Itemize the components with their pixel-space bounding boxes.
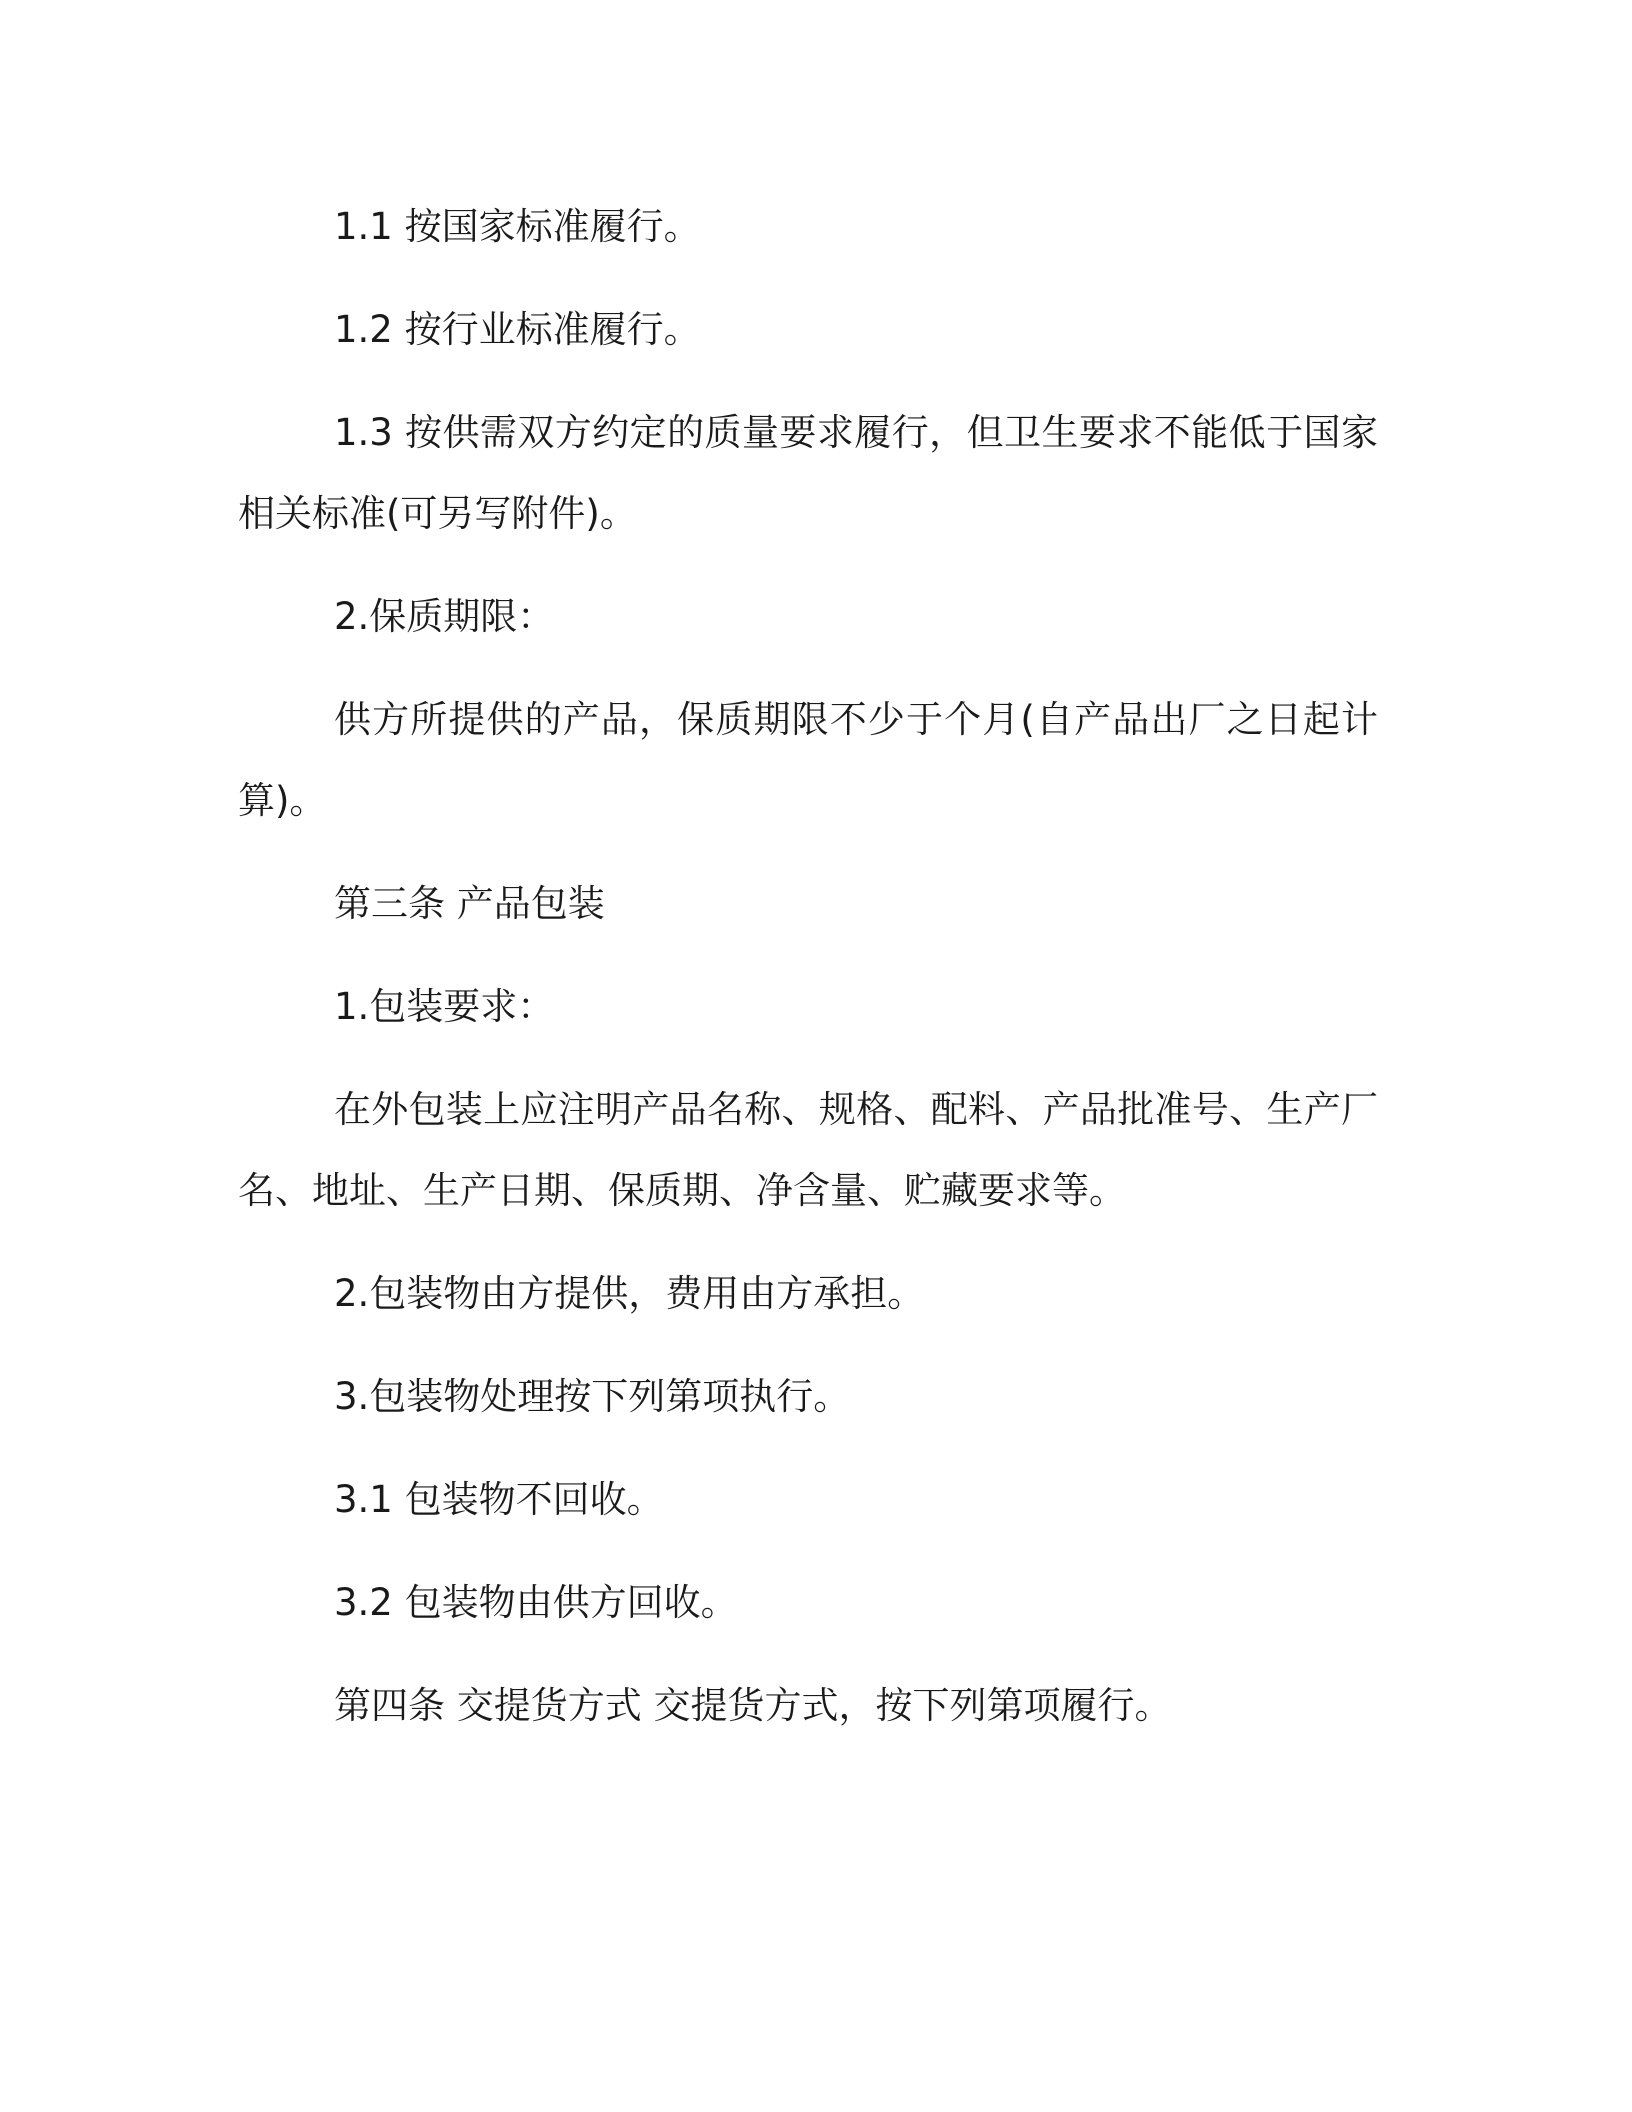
paragraph-shelf-life-heading: 2.保质期限： <box>334 595 555 638</box>
paragraph-3-2: 3.2 包装物由供方回收。 <box>334 1581 738 1624</box>
article-3-heading: 第三条 产品包装 <box>334 882 605 925</box>
article-4-heading: 第四条 交提货方式 交提货方式，按下列第项履行。 <box>334 1684 1172 1727</box>
paragraph-shelf-life-text: 供方所提供的产品，保质期限不少于个月(自产品出厂之日起计算)。 <box>238 698 1378 822</box>
paragraph-1-3: 1.3 按供需双方约定的质量要求履行，但卫生要求不能低于国家相关标准(可另写附件)。 <box>238 411 1378 535</box>
paragraph-1-2: 1.2 按行业标准履行。 <box>334 308 701 351</box>
paragraph-packaging-requirements: 1.包装要求： <box>334 985 555 1028</box>
paragraph-packaging-provider: 2.包装物由方提供，费用由方承担。 <box>334 1272 925 1315</box>
paragraph-3-1: 3.1 包装物不回收。 <box>334 1478 664 1521</box>
paragraph-1-1: 1.1 按国家标准履行。 <box>334 205 701 248</box>
document-body <box>238 186 1378 1768</box>
paragraph-packaging-details: 在外包装上应注明产品名称、规格、配料、产品批准号、生产厂名、地址、生产日期、保质期、净含量、贮藏要求等。 <box>238 1088 1378 1212</box>
paragraph-packaging-handling: 3.包装物处理按下列第项执行。 <box>334 1375 851 1418</box>
